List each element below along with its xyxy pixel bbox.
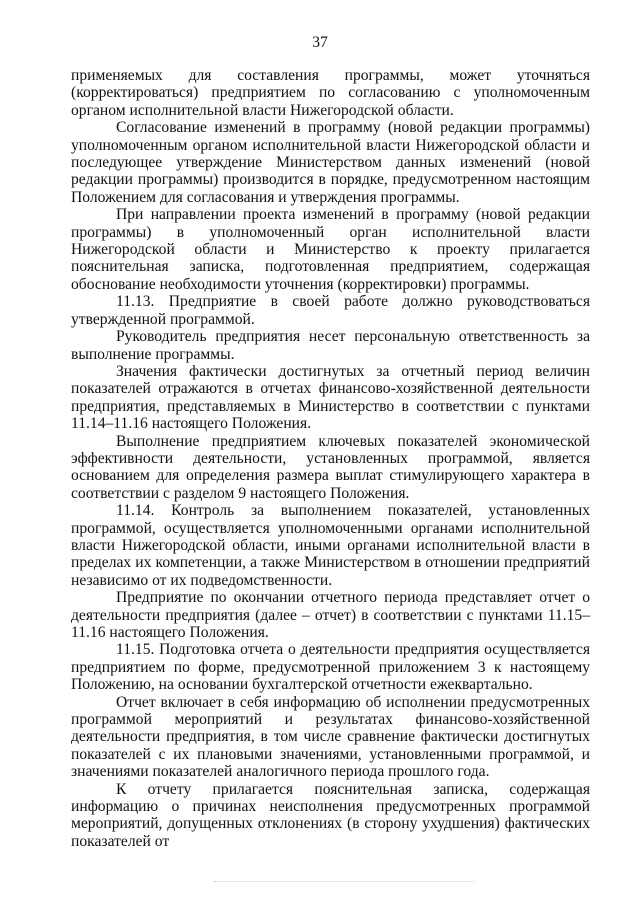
paragraph: применяемых для составления программы, может уточняться (корректироваться) предприятием по согласованию с уполномоченным органом исполнительной власти Нижегородской области. (71, 67, 590, 119)
page-number: 37 (312, 34, 328, 51)
paragraph: При направлении проекта изменений в программу (новой редакции программы) в уполномоченный орган исполнительной власти Нижегородской области и Министерство к проекту прилагается пояснительная записка, подготовленная предприятием, содержащая обоснование необходимости уточнения (корректировки) программы. (71, 206, 590, 293)
paragraph: Отчет включает в себя информацию об исполнении предусмотренных программой мероприятий и результатах финансово-хозяйственной деятельности предприятия, в том числе сравнение фактически достигнутых показателей с их плановыми значениями, установленными программой, и значениями показателей аналогичного периода прошлого года. (71, 693, 590, 781)
paragraph: Согласование изменений в программу (новой редакции программы) уполномоченным органом исполнительной власти Нижегородской области и последующее утверждение Министерством данных изменений (новой редакции программы) производится в порядке, предусмотренном настоящим Положением для согласования и утверждения программы. (71, 119, 590, 206)
paragraph: К отчету прилагается пояснительная записка, содержащая информацию о причинах неисполнения предусмотренных программой мероприятий, допущенных отклонениях (в сторону ухудшения) фактических показателей от (71, 780, 590, 850)
paragraph: Значения фактически достигнутых за отчетный период величин показателей отражаются в отчетах финансово-хозяйственной деятельности предприятия, представляемых в Министерство в соответствии с пунктами 11.14–11.16 настоящего Положения. (71, 362, 590, 433)
paragraph-clause-11-13: 11.13. Предприятие в своей работе должно руководствоваться утвержденной программой. (71, 293, 590, 328)
paragraph-clause-11-14: 11.14. Контроль за выполнением показателей, установленных программой, осуществляется уполномоченными органами исполнительной власти Нижегородской области, иными органами исполнительной власти в пределах их компетенции, а также Министерством в отношении предприятий независимо от их подведомственности. (71, 502, 590, 589)
paragraph: Предприятие по окончании отчетного периода представляет отчет о деятельности предприятия (далее – отчет) в соответствии с пунктами 11.15–11.16 настоящего Положения. (71, 589, 590, 641)
paragraph: Выполнение предприятием ключевых показателей экономической эффективности деятельности, установленных программой, является основанием для определения размера выплат стимулирующего характера в соответствии с разделом 9 настоящего Положения. (71, 432, 590, 502)
document-body (71, 67, 590, 850)
paragraph-clause-11-15: 11.15. Подготовка отчета о деятельности предприятия осуществляется предприятием по форме, предусмотренной приложением 3 к настоящему Положению, на основании бухгалтерской отчетности ежеквартально. (71, 641, 590, 694)
paragraph: Руководитель предприятия несет персональную ответственность за выполнение программы. (71, 328, 590, 363)
footer-scan-artifact (214, 881, 474, 883)
